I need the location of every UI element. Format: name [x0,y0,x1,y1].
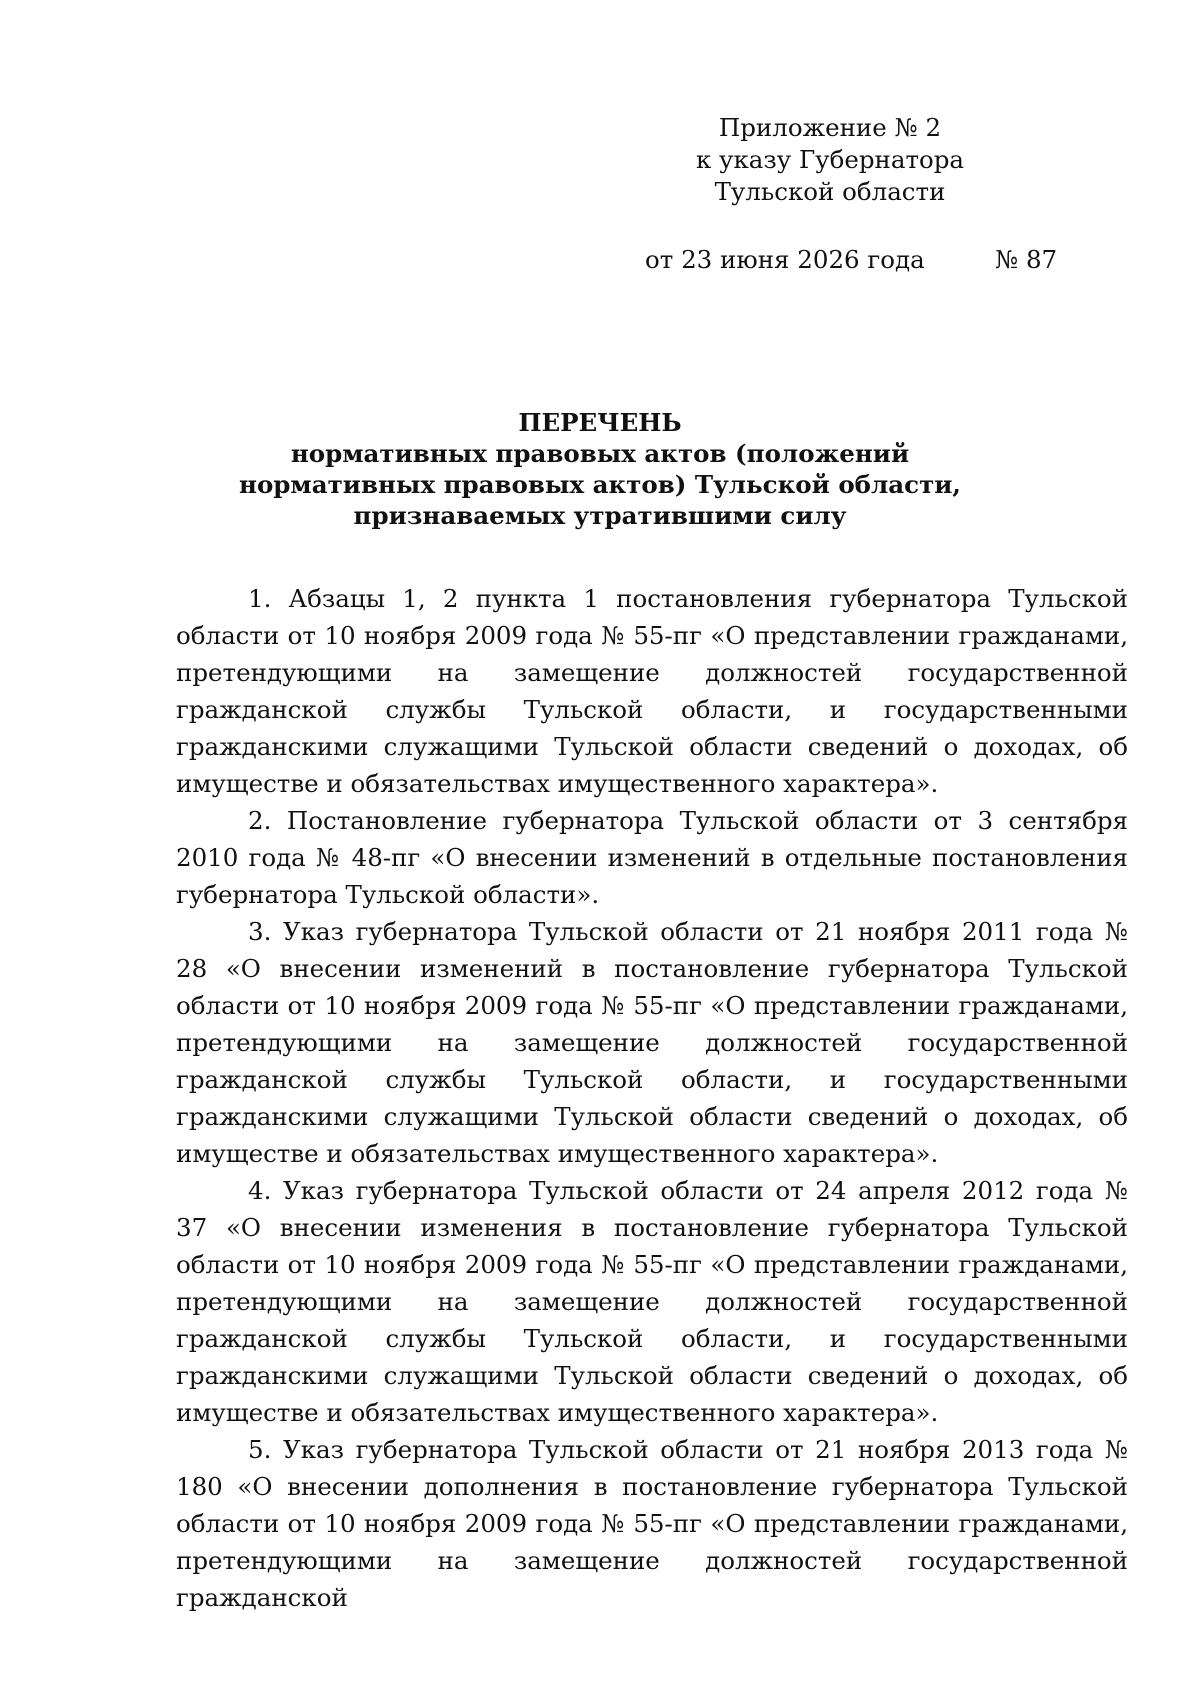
list-item-2: 2. Постановление губернатора Тульской области от 3 сентября 2010 года № 48-пг «О внесении изменений в отдельные постановления губернатора Тульской области». [176,806,1128,909]
list-item-1: 1. Абзацы 1, 2 пункта 1 постановления губернатора Тульской области от 10 ноября 2009 года № 55-пг «О представлении гражданами, претендующими на замещение должностей государственной гражданской службы Тульской области, и государственными гражданскими служащими Тульской области сведений о доходах, об имуществе и обязательствах имущественного характера». [176,584,1128,798]
list-item-5: 5. Указ губернатора Тульской области от 21 ноября 2013 года № 180 «О внесении дополнения в постановление губернатора Тульской области от 10 ноября 2009 года № 55-пг «О представлении гражданами, претендующими на замещение должностей государственной гражданской [176,1435,1128,1612]
title-line-3: признаваемых утратившими силу [353,501,847,530]
list-item-4: 4. Указ губернатора Тульской области от 24 апреля 2012 года № 37 «О внесении изменения в постановление губернатора Тульской области от 10 ноября 2009 года № 55-пг «О представлении гражданами, претендующими на замещение должностей государственной гражданской службы Тульской области, и государственными гражданскими служащими Тульской области сведений о доходах, об имуществе и обязательствах имущественного характера». [176,1176,1128,1427]
appendix-header [640,112,1020,208]
document-number: № 87 [995,245,1058,274]
document-date: от 23 июня 2026 года [645,245,925,274]
document-title [160,407,1040,531]
document-body [176,580,1128,1616]
title-line-1: нормативных правовых актов (положений [290,439,910,468]
list-item-3: 3. Указ губернатора Тульской области от 21 ноября 2011 года № 28 «О внесении изменений в постановление губернатора Тульской области от 10 ноября 2009 года № 55-пг «О представлении гражданами, претендующими на замещение должностей государственной гражданской службы Тульской области, и государственными гражданскими служащими Тульской области сведений о доходах, об имуществе и обязательствах имущественного характера». [176,917,1128,1168]
title-line-2: нормативных правовых актов) Тульской области, [239,470,961,499]
title-heading: ПЕРЕЧЕНЬ [518,408,682,437]
appendix-line-2: к указу Губернатора [695,145,965,174]
appendix-line-1: Приложение № 2 [718,113,942,142]
appendix-line-3: Тульской области [714,177,946,206]
